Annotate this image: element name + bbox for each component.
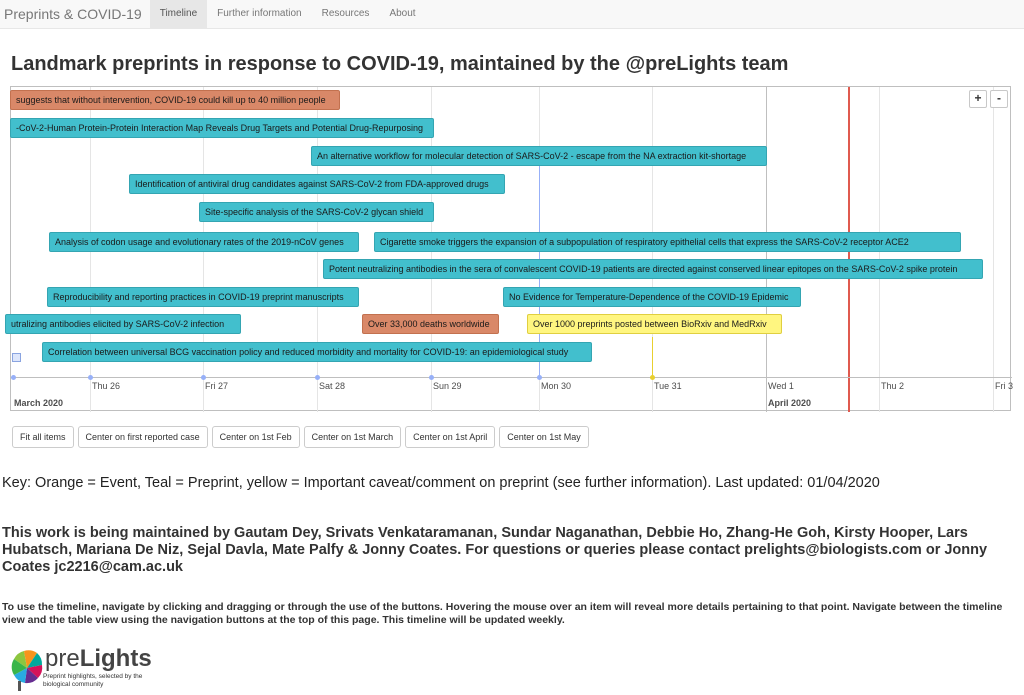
timeline-item-preprint[interactable]: Cigarette smoke triggers the expansion of a subpopulation of respiratory epithelial cells that express the SARS-CoV-2 receptor ACE2 <box>374 232 961 252</box>
logo-wordmark: preLights <box>45 645 152 672</box>
axis-day-label: Wed 1 <box>768 381 794 391</box>
timeline-item-preprint[interactable]: No Evidence for Temperature-Dependence of the COVID-19 Epidemic <box>503 287 801 307</box>
point-marker[interactable] <box>537 375 542 380</box>
brand-link[interactable]: Preprints & COVID-19 <box>4 6 142 22</box>
grid-line <box>993 87 994 412</box>
axis-day-label: Fri 3 <box>995 381 1013 391</box>
axis-day-label: Mon 30 <box>541 381 572 391</box>
axis-day-label: Tue 31 <box>654 381 682 391</box>
center-first-case-button[interactable]: Center on first reported case <box>78 426 208 448</box>
center-april-button[interactable]: Center on 1st April <box>405 426 495 448</box>
axis-day-label: Sun 29 <box>433 381 462 391</box>
axis-month-label: April 2020 <box>768 398 812 408</box>
fit-all-items-button[interactable]: Fit all items <box>12 426 74 448</box>
axis-day-label: Sat 28 <box>319 381 346 391</box>
zoom-in-button[interactable]: + <box>969 90 987 108</box>
axis-month-label: March 2020 <box>14 398 64 408</box>
axis-day-label: Thu 26 <box>92 381 121 391</box>
point-marker[interactable] <box>88 375 93 380</box>
center-may-button[interactable]: Center on 1st May <box>499 426 589 448</box>
nav-tab-resources[interactable]: Resources <box>321 8 370 19</box>
timeline-item-preprint[interactable]: Analysis of codon usage and evolutionary rates of the 2019-nCoV genes <box>49 232 359 252</box>
axis-day-label: Thu 2 <box>881 381 905 391</box>
timeline-item-box[interactable] <box>12 353 21 362</box>
timeline-item-preprint[interactable]: Identification of antiviral drug candidates against SARS-CoV-2 from FDA-approved drugs <box>129 174 505 194</box>
timeline-item-event[interactable]: suggests that without intervention, COVID-19 could kill up to 40 million people <box>10 90 340 110</box>
point-marker[interactable] <box>11 375 16 380</box>
timeline-item-preprint[interactable]: Reproducibility and reporting practices in COVID-19 preprint manuscripts <box>47 287 359 307</box>
page-title: Landmark preprints in response to COVID-19, maintained by the @preLights team <box>11 53 789 75</box>
maintainers-text: This work is being maintained by Gautam Dey, Srivats Venkataramanan, Sundar Naganathan, Debbie Ho, Zhang-He Goh, Kirsty Hooper, Lars Hubatsch, Mariana De Niz, Sejal Davla, Mate Palfy & Jonny Coates. For questions or queries please contact prelights@biologists.com or Jonny Coates jc2216@cam.ac.uk <box>2 525 988 575</box>
nav-tab-further-information[interactable]: Further information <box>217 8 302 19</box>
timeline-item-preprint[interactable]: -CoV-2-Human Protein-Protein Interaction Map Reveals Drug Targets and Potential Drug-Repurposing <box>10 118 434 138</box>
point-marker[interactable] <box>429 375 434 380</box>
timeline-controls <box>12 426 589 448</box>
timeline-item-preprint[interactable]: Potent neutralizing antibodies in the sera of convalescent COVID-19 patients are directed against conserved linear epitopes on the SARS-CoV-2 spike protein <box>323 259 983 279</box>
point-marker-caveat[interactable] <box>650 375 655 380</box>
timeline-item-preprint[interactable]: Site-specific analysis of the SARS-CoV-2 glycan shield <box>199 202 434 222</box>
item-connector-line <box>652 337 653 377</box>
timeline-item-event[interactable]: Over 33,000 deaths worldwide <box>362 314 499 334</box>
instructions-text: To use the timeline, navigate by clicking and dragging or through the use of the buttons. Hovering the mouse over an item will reveal more details pertaining to that point. Navigate between the timeline view and the table view using the navigation buttons at the top of this page. This timeline will be updated weekly. <box>2 601 1003 626</box>
time-axis <box>11 377 1012 378</box>
zoom-out-button[interactable]: - <box>990 90 1008 108</box>
axis-day-label: Fri 27 <box>205 381 229 391</box>
legend-key-text: Key: Orange = Event, Teal = Preprint, yellow = Important caveat/comment on preprint (see further information). Last updated: 01/04/2020 <box>2 475 880 491</box>
timeline-item-preprint[interactable]: utralizing antibodies elicited by SARS-CoV-2 infection <box>5 314 241 334</box>
prelights-logo[interactable] <box>10 643 150 693</box>
timeline-item-preprint[interactable]: Correlation between universal BCG vaccination policy and reduced morbidity and mortality for COVID-19: an epidemiological study <box>42 342 592 362</box>
timeline-view[interactable] <box>10 86 1011 411</box>
prelights-logo-icon <box>10 645 44 691</box>
center-feb-button[interactable]: Center on 1st Feb <box>212 426 300 448</box>
center-march-button[interactable]: Center on 1st March <box>304 426 402 448</box>
timeline-item-preprint[interactable]: An alternative workflow for molecular detection of SARS-CoV-2 - escape from the NA extraction kit-shortage <box>311 146 767 166</box>
nav-tab-timeline[interactable]: Timeline <box>150 0 207 28</box>
point-marker[interactable] <box>201 375 206 380</box>
logo-tagline: Preprint highlights, selected by the biological community <box>43 673 143 688</box>
navbar <box>0 0 1024 29</box>
timeline-item-caveat[interactable]: Over 1000 preprints posted between BioRxiv and MedRxiv <box>527 314 782 334</box>
point-marker[interactable] <box>315 375 320 380</box>
nav-tab-about[interactable]: About <box>389 8 416 19</box>
